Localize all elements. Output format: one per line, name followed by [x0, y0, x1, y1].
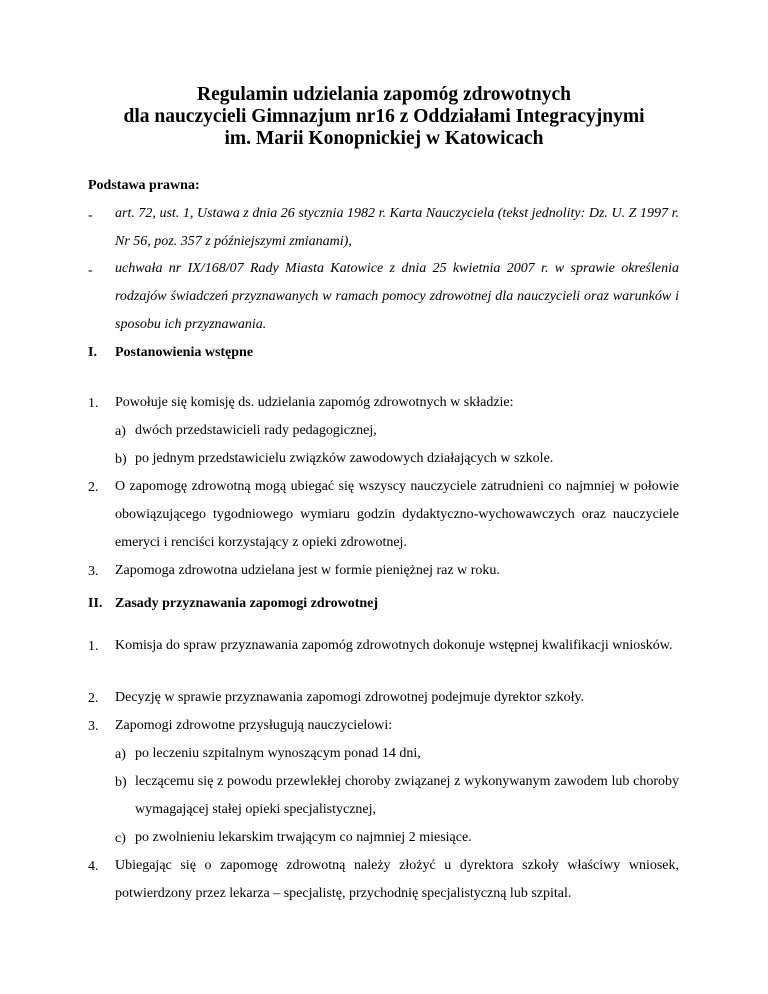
- section-title: Zasady przyznawania zapomogi zdrowotnej: [115, 596, 379, 611]
- list-marker: c): [115, 831, 126, 846]
- sub-list-item-text: po jednym przedstawicielu związków zawodowych działających w szkole.: [135, 451, 554, 466]
- list-item-text: Zapomoga zdrowotna udzielana jest w formie pieniężnej raz w roku.: [115, 563, 500, 578]
- list-item-text: Decyzję w sprawie przyznawania zapomogi zdrowotnej podejmuje dyrektor szkoły.: [115, 690, 585, 705]
- list-marker: 2.: [88, 480, 99, 495]
- sub-list-item-text: po zwolnieniu lekarskim trwającym co najmniej 2 miesiące.: [135, 830, 472, 845]
- legal-basis-text: art. 72, ust. 1, Ustawa z dnia 26 stycznia 1982 r. Karta Nauczyciela (tekst jednolity: Dz. U. Z 1997 r. Nr 56, poz. 357 z późniejszymi zmianami),: [115, 206, 679, 249]
- list-item-text: Komisja do spraw przyznawania zapomóg zdrowotnych dokonuje wstępnej kwalifikacji wniosków.: [115, 638, 673, 653]
- legal-basis-item: [88, 255, 679, 339]
- section-number: II.: [88, 596, 103, 611]
- list-marker: b): [115, 775, 127, 790]
- list-item-text: Powołuje się komisję ds. udzielania zapomóg zdrowotnych w składzie:: [115, 395, 514, 410]
- sub-list-item-text: leczącemu się z powodu przewlekłej choroby związanej z wykonywanym zawodem lub choroby wymagającej stałej opieki specjalistycznej,: [135, 774, 679, 817]
- list-marker: 1.: [88, 396, 99, 411]
- list-marker: a): [115, 424, 126, 439]
- list-marker: 4.: [88, 859, 99, 874]
- list-item-text: Zapomogi zdrowotne przysługują nauczycielowi:: [115, 718, 393, 733]
- section-title: Postanowienia wstępne: [115, 345, 254, 360]
- list-marker: 1.: [88, 639, 99, 654]
- list-marker: -: [88, 208, 93, 223]
- section-heading: [88, 596, 378, 612]
- list-marker: 3.: [88, 719, 99, 734]
- section-number: I.: [88, 345, 97, 360]
- legal-basis-text: uchwała nr IX/168/07 Rady Miasta Katowice z dnia 25 kwietnia 2007 r. w sprawie określenia rodzajów świadczeń przyznawanych w ramach pomocy zdrowotnej dla nauczycieli oraz warunków i sposobu ich przyznawania.: [115, 261, 679, 332]
- list-marker: a): [115, 747, 126, 762]
- title-line-2: dla nauczycieli Gimnazjum nr16 z Oddziałami Integracyjnymi: [123, 106, 645, 127]
- list-marker: -: [88, 263, 93, 278]
- list-marker: b): [115, 452, 127, 467]
- list-item-text: Ubiegając się o zapomogę zdrowotną należy złożyć u dyrektora szkoły właściwy wniosek, potwierdzony przez lekarza – specjalistę, przychodnię specjalistyczną lub szpital.: [115, 858, 679, 901]
- legal-basis-item: [88, 200, 679, 256]
- list-item-text: O zapomogę zdrowotną mogą ubiegać się wszyscy nauczyciele zatrudnieni co najmniej w połowie obowiązującego tygodniowego wymiaru godzin dydaktyczno-wychowawczych oraz nauczyciele emeryci i renciści korzystający z opieki zdrowotnej.: [115, 479, 679, 550]
- list-marker: 2.: [88, 691, 99, 706]
- legal-basis-heading: Podstawa prawna:: [88, 178, 200, 193]
- document-title: [0, 84, 768, 150]
- sub-list-item-text: po leczeniu szpitalnym wynoszącym ponad 14 dni,: [135, 746, 421, 761]
- sub-list-item-text: dwóch przedstawicieli rady pedagogicznej,: [135, 423, 377, 438]
- title-line-1: Regulamin udzielania zapomóg zdrowotnych: [197, 84, 571, 105]
- list-marker: 3.: [88, 564, 99, 579]
- title-line-3: im. Marii Konopnickiej w Katowicach: [224, 128, 544, 149]
- section-heading: [88, 345, 253, 361]
